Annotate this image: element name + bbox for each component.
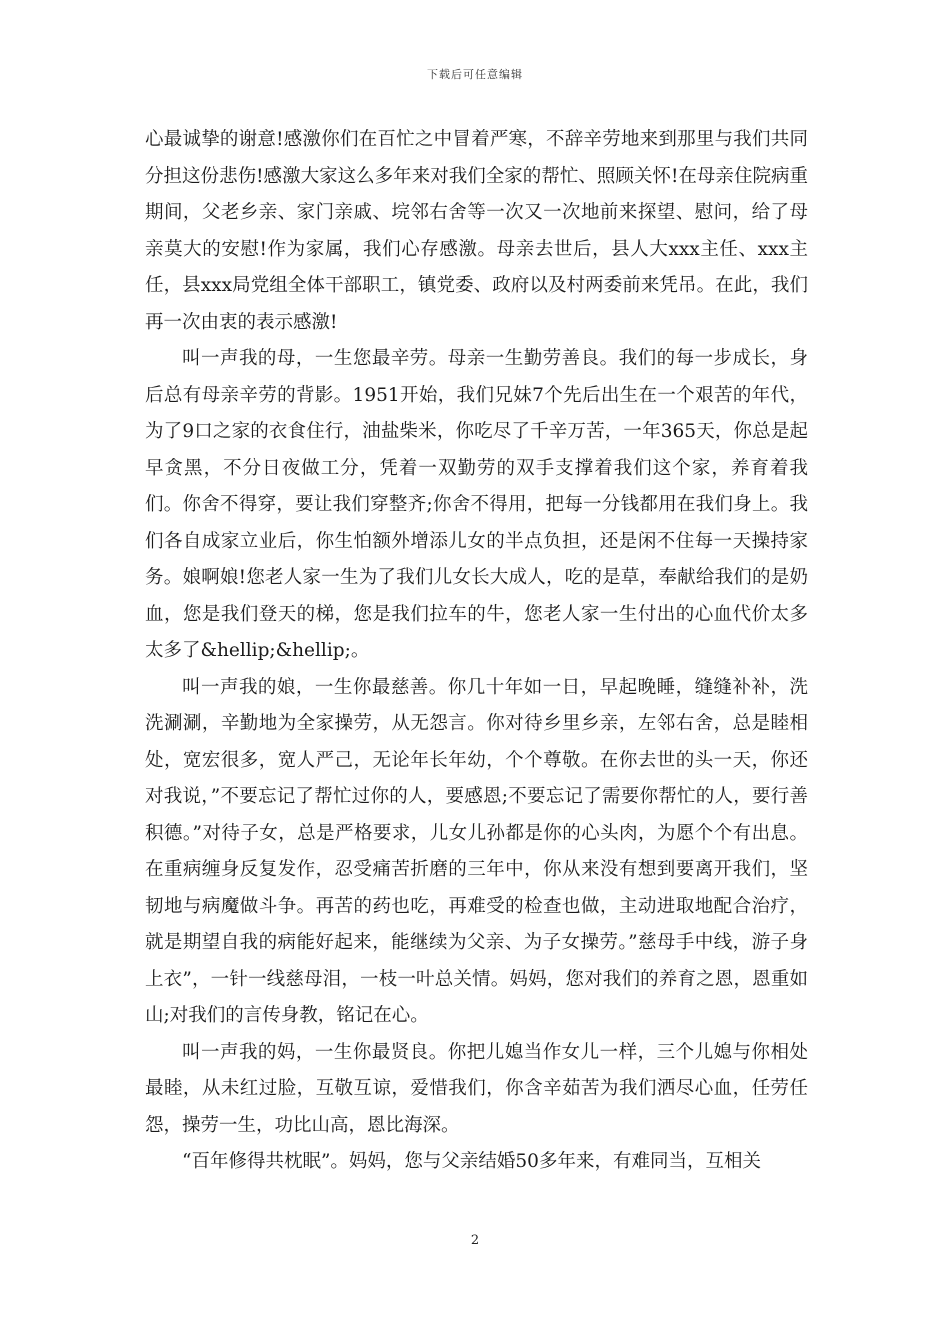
paragraph-3: 叫一声我的娘，一生你最慈善。你几十年如一日，早起晚睡，缝缝补补，洗洗涮涮，辛勤地为全家操劳，从无怨言。你对待乡里乡亲，左邻右舍，总是睦相处，宽宏很多，宽人严己，无论年长年幼，个个尊敬。在你去世的头一天，你还对我说，”不要忘记了帮忙过你的人，要感恩;不要忘记了需要你帮忙的人，要行善积德。”对待子女，总是严格要求，儿女儿孙都是你的心头肉，为愿个个有出息。在重病缠身反复发作，忍受痛苦折磨的三年中，你从来没有想到要离开我们，坚韧地与病魔做斗争。再苦的药也吃，再难受的检查也做，主动进取地配合治疗，就是期望自我的病能好起来，能继续为父亲、为子女操劳。”慈母手中线，游子身上衣”，一针一线慈母泪，一枝一叶总关情。妈妈，您对我们的养育之恩，恩重如山;对我们的言传身教，铭记在心。 bbox=[145, 676, 808, 1026]
page-header: 下载后可任意编辑 bbox=[427, 68, 523, 81]
paragraph-1: 心最诚挚的谢意!感激你们在百忙之中冒着严寒，不辞辛劳地来到那里与我们共同分担这份悲伤!感激大家这么多年来对我们全家的帮忙、照顾关怀!在母亲住院病重期间，父老乡亲、家门亲戚、垸邻右舍等一次又一次地前来探望、慰问，给了母亲莫大的安慰!作为家属，我们心存感激。母亲去世后，县人大xxx主任、xxx主任，县xxx局党组全体干部职工，镇党委、政府以及村两委前来凭吊。在此，我们再一次由衷的表示感激! bbox=[145, 129, 808, 333]
paragraph-2: 叫一声我的母，一生您最辛劳。母亲一生勤劳善良。我们的每一步成长，身后总有母亲辛劳的背影。1951开始，我们兄妹7个先后出生在一个艰苦的年代，为了9口之家的衣食住行，油盐柴米，你吃尽了千辛万苦，一年365天，你总是起早贪黑，不分日夜做工分，凭着一双勤劳的双手支撑着我们这个家，养育着我们。你舍不得穿，要让我们穿整齐;你舍不得用，把每一分钱都用在我们身上。我们各自成家立业后，你生怕额外增添儿女的半点负担，还是闲不住每一天操持家务。娘啊娘!您老人家一生为了我们儿女长大成人，吃的是草，奉献给我们的是奶血，您是我们登天的梯，您是我们拉车的牛，您老人家一生付出的心血代价太多太多了&hellip;&hellip;。 bbox=[145, 348, 808, 661]
paragraph-4: 叫一声我的妈，一生你最贤良。你把儿媳当作女儿一样，三个儿媳与你相处最睦，从未红过脸，互敬互谅，爱惜我们，你含辛茹苦为我们洒尽心血，任劳任怨，操劳一生，功比山高，恩比海深。 bbox=[145, 1041, 808, 1136]
document-body bbox=[145, 122, 808, 1181]
page-number: 2 bbox=[470, 1233, 480, 1248]
paragraph-5: “百年修得共枕眠”。妈妈，您与父亲结婚50多年来，有难同当，互相关 bbox=[182, 1151, 761, 1172]
